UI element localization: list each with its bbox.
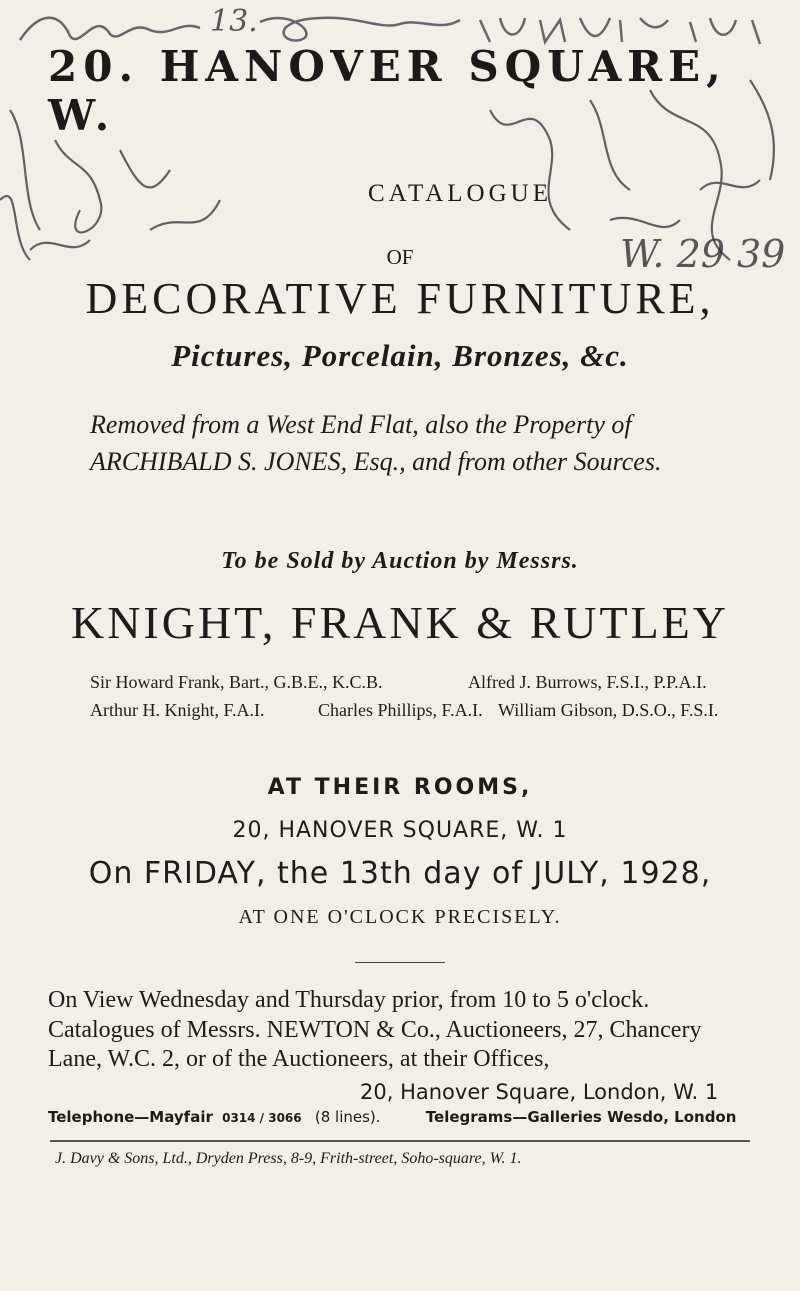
partner-name: Arthur H. Knight, F.A.I.	[90, 700, 265, 720]
sale-date: On FRIDAY, the 13th day of JULY, 1928,	[88, 856, 712, 891]
printer-imprint: J. Davy & Sons, Ltd., Dryden Press, 8-9, Frith-street, Soho-square, W. 1.	[55, 1150, 522, 1167]
main-title: DECORATIVE FURNITURE,	[85, 274, 715, 323]
catalogue-heading: CATALOGUE	[368, 180, 552, 207]
provenance-line-1: Removed from a West End Flat, also the Property of	[90, 410, 632, 439]
telephone-numbers: 0314 / 3066	[222, 1111, 302, 1125]
viewing-line-3: Lane, W.C. 2, or of the Auctioneers, at their Offices,	[48, 1046, 550, 1072]
divider-rule	[355, 962, 445, 963]
provenance-line-2: ARCHIBALD S. JONES, Esq., and from other Sources.	[90, 447, 662, 476]
auction-intro: To be Sold by Auction by Messrs.	[221, 548, 579, 574]
telephone-label: Telephone—Mayfair	[48, 1108, 213, 1126]
viewing-line-2: Catalogues of Messrs. NEWTON & Co., Auctioneers, 27, Chancery	[48, 1017, 702, 1043]
viewing-line-4: 20, Hanover Square, London, W. 1	[360, 1080, 719, 1104]
partner-name: William Gibson, D.S.O., F.S.I.	[498, 700, 719, 720]
rooms-label: AT THEIR ROOMS,	[267, 775, 533, 800]
telegrams: Telegrams—Galleries Wesdo, London	[425, 1108, 737, 1126]
telephone-lines: (8 lines).	[314, 1108, 381, 1126]
sale-time: AT ONE O'CLOCK PRECISELY.	[238, 906, 562, 928]
printer-rule	[50, 1140, 750, 1142]
partner-name: Charles Phillips, F.A.I.	[318, 700, 483, 720]
of-word: OF	[386, 245, 414, 269]
rooms-address: 20, HANOVER SQUARE, W. 1	[232, 818, 568, 843]
sub-title: Pictures, Porcelain, Bronzes, &c.	[171, 338, 629, 373]
viewing-line-1: On View Wednesday and Thursday prior, from 10 to 5 o'clock.	[48, 987, 650, 1013]
auctioneer-firm: KNIGHT, FRANK & RUTLEY	[70, 597, 729, 648]
partner-name: Sir Howard Frank, Bart., G.B.E., K.C.B.	[90, 672, 383, 692]
partner-name: Alfred J. Burrows, F.S.I., P.P.A.I.	[468, 672, 707, 692]
telephone-line	[48, 1108, 736, 1126]
handwritten-lot-number: 13.	[210, 4, 258, 39]
address-heading: 20. HANOVER SQUARE, W.	[48, 42, 727, 140]
handwritten-reference: W. 29 39	[620, 232, 786, 276]
